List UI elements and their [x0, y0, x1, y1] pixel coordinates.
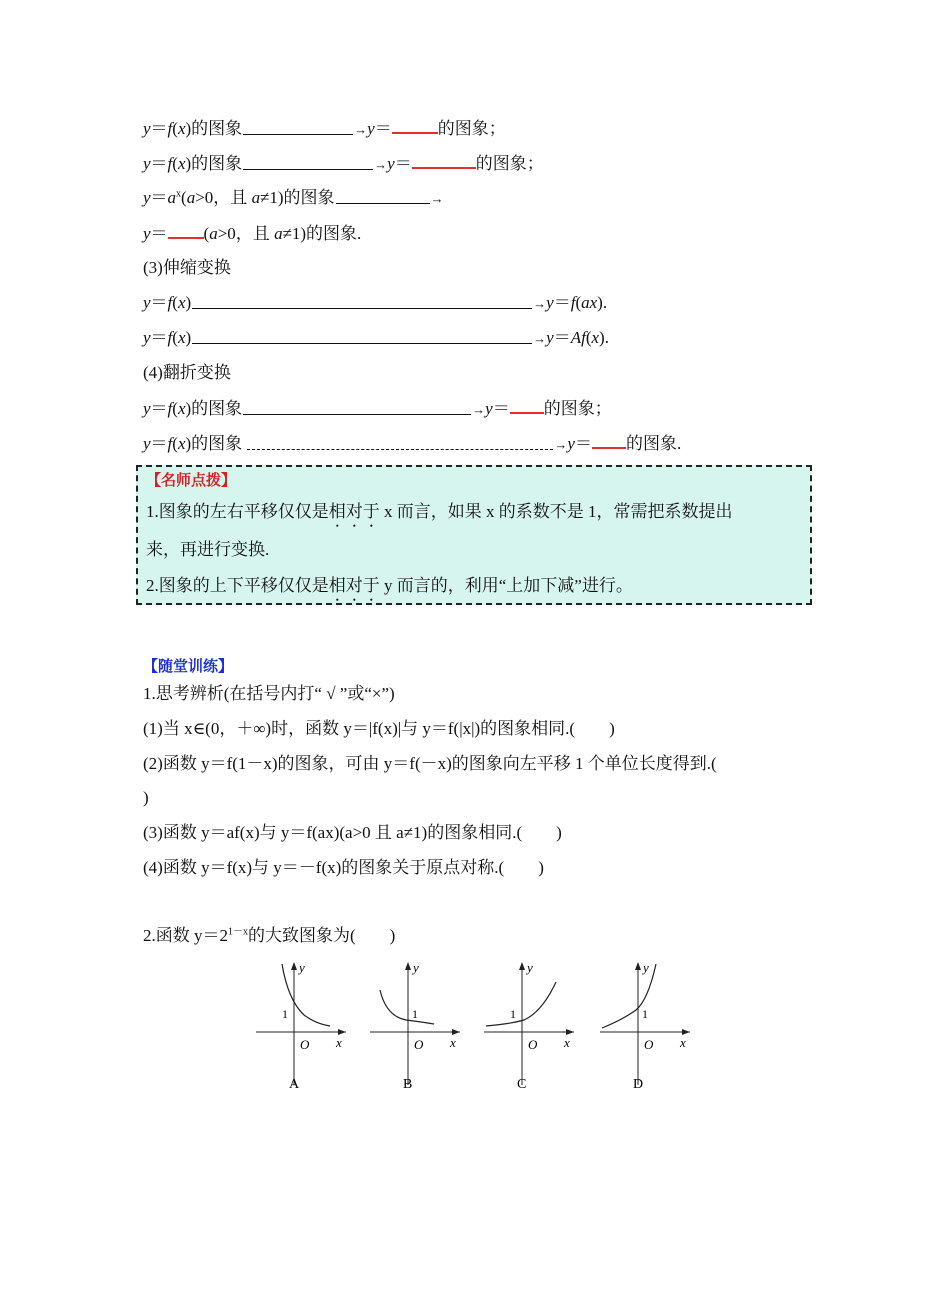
question-1-4: (4)函数 y＝f(x)与 y＝－f(x)的图象关于原点对称.( ) [143, 858, 544, 877]
tip-item-1-cont: 来，再进行变换. [146, 540, 270, 559]
graph-option-d[interactable] [596, 960, 692, 1095]
answer-blank[interactable] [510, 397, 544, 414]
heading-scale: (3)伸缩变换 [143, 258, 231, 277]
svg-text:y: y [299, 960, 305, 975]
svg-text:1: 1 [510, 1007, 516, 1021]
answer-blank[interactable] [412, 152, 476, 169]
tip-item-2: 2.图象的上下平移仅仅是相对于 y 而言的，利用“上加下减”进行。 [146, 576, 633, 595]
svg-text:D: D [633, 1077, 644, 1092]
question-2: 2.函数 $y=2^{1-x}$的大致图象为( ) [143, 926, 396, 945]
symmetry-line-3: $y=a^x(a>0$，且 a≠1)的图象 → [143, 188, 444, 207]
curve-b [380, 990, 434, 1024]
scale-line-5: y＝f(x) →y＝f(ax). [143, 293, 608, 312]
svg-text:O: O [414, 1037, 424, 1052]
symmetry-line-4: y＝ (a>0，且 a≠1)的图象. [143, 224, 362, 243]
question-1-3: (3)函数 y＝af(x)与 y＝f(ax)(a>0 且 a≠1)的图象相同.( ) [143, 823, 562, 842]
svg-text:1: 1 [282, 1007, 288, 1021]
graph-option-b[interactable] [366, 960, 462, 1095]
svg-text:y: y [527, 960, 533, 975]
curve-c [486, 982, 556, 1026]
svg-text:x: x [680, 1035, 686, 1050]
translate-line-2: y＝f(x)的图象 →y＝ 的图象； [143, 154, 544, 173]
practice-title: 【随堂训练】 [143, 657, 234, 675]
tip-item-1: 1.图象的左右平移仅仅是相对于 x 而言，如果 x 的系数不是 1，常需把系数提出 [146, 502, 733, 521]
answer-blank[interactable] [392, 117, 438, 134]
heading-flip: (4)翻折变换 [143, 363, 231, 382]
scale-line-6: y＝f(x) →y＝Af(x). [143, 328, 609, 347]
flip-line-7: y＝f(x)的图象 →y＝ 的图象； [143, 399, 612, 418]
question-1-1: (1)当 x∈(0，＋∞)时，函数 y＝|f(x)|与 y＝f(|x|)的图象相同.( ) [143, 719, 615, 738]
graph-option-a[interactable] [252, 960, 348, 1095]
svg-text:O: O [300, 1037, 310, 1052]
translate-line-1: y＝f(x)的图象 →y＝ 的图象； [143, 119, 506, 138]
svg-text:O: O [528, 1037, 538, 1052]
svg-text:O: O [644, 1037, 654, 1052]
flip-line-8: y＝f(x)的图象 →y＝ 的图象. [143, 434, 682, 453]
svg-text:A: A [289, 1077, 300, 1092]
teacher-tip-box [136, 465, 812, 605]
answer-blank[interactable] [592, 432, 626, 449]
svg-text:x: x [564, 1035, 570, 1050]
answer-blank[interactable] [168, 222, 204, 239]
question-1: 1.思考辨析(在括号内打“ √ ”或“×”) [143, 684, 395, 703]
graph-option-c[interactable] [480, 960, 576, 1095]
curve-a [282, 964, 330, 1026]
svg-text:x: x [450, 1035, 456, 1050]
svg-text:B: B [403, 1077, 413, 1092]
svg-text:C: C [517, 1077, 527, 1092]
svg-text:1: 1 [642, 1007, 648, 1021]
svg-text:x: x [336, 1035, 342, 1050]
svg-text:1: 1 [412, 1007, 418, 1021]
question-1-2: (2)函数 y＝f(1－x)的图象，可由 y＝f(－x)的图象向左平移 1 个单位长度得到.( [143, 754, 717, 773]
svg-text:y: y [413, 960, 419, 975]
question-1-2-cont: ) [143, 788, 149, 807]
tip-title: 【名师点拨】 [146, 471, 237, 489]
svg-text:y: y [643, 960, 649, 975]
